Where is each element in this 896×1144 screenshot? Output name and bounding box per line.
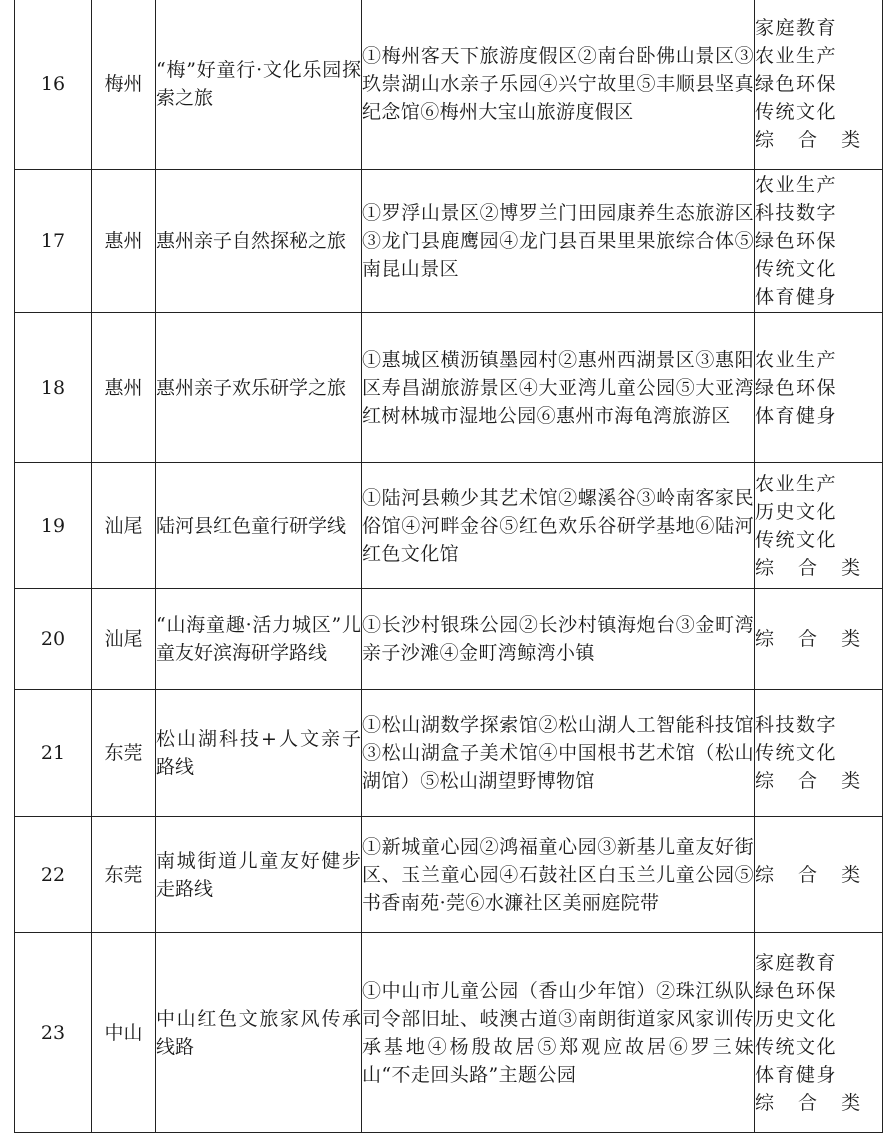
- city-cell: 惠州: [92, 170, 156, 313]
- category-label: 家庭教育: [755, 951, 838, 974]
- category-label: 农业生产: [755, 472, 838, 495]
- table-row: [15, 817, 883, 933]
- category-cell: [755, 690, 883, 817]
- category-label: 农业生产: [755, 174, 838, 196]
- city-cell: 汕尾: [92, 589, 156, 690]
- route-name: 陆河县红色童行研学线: [156, 514, 347, 537]
- spots-text: ①梅州客天下旅游度假区②南台卧佛山景区③玖崇湖山水亲子乐园④兴宁故里⑤丰顺县坚真纪念馆⑥梅州大宝山旅游度假区: [362, 45, 754, 123]
- route-name: 中山红色文旅家风传承线路: [156, 1007, 361, 1058]
- spots-cell: [362, 690, 755, 817]
- row-number: 16: [15, 0, 92, 170]
- route-name-cell: [156, 313, 362, 463]
- category-label: 历史文化: [755, 1007, 838, 1030]
- route-name-cell: [156, 589, 362, 690]
- row-number: 19: [15, 463, 92, 589]
- category-label: 传统文化: [755, 101, 838, 123]
- category-cell: [755, 463, 883, 589]
- table-row: [15, 170, 883, 313]
- category-label: 绿色环保: [755, 73, 838, 95]
- category-label: 传统文化: [755, 742, 838, 764]
- route-name: “梅”好童行·文化乐园探索之旅: [156, 59, 361, 109]
- category-label: 科技数字: [755, 202, 838, 224]
- spots-cell: [362, 933, 755, 1133]
- category-cell: [755, 933, 883, 1133]
- route-name-cell: [156, 463, 362, 589]
- spots-text: ①罗浮山景区②博罗兰门田园康养生态旅游区③龙门县鹿鹰园④龙门县百果里果旅综合体⑤南昆山景区: [362, 202, 754, 280]
- city-cell: 梅州: [92, 0, 156, 170]
- category-label: 科技数字: [755, 714, 838, 736]
- table-row: [15, 0, 883, 170]
- row-number: 23: [15, 933, 92, 1133]
- category-label: 综 合 类: [755, 1091, 870, 1114]
- category-label: 绿色环保: [755, 376, 838, 399]
- route-name-cell: [156, 170, 362, 313]
- category-cell: [755, 170, 883, 313]
- city-cell: 汕尾: [92, 463, 156, 589]
- category-label: 绿色环保: [755, 979, 838, 1002]
- category-cell: [755, 0, 883, 170]
- route-name-cell: [156, 690, 362, 817]
- table-row: [15, 313, 883, 463]
- category-label: 综 合 类: [755, 863, 870, 886]
- route-table: [14, 0, 883, 1133]
- table-row: [15, 589, 883, 690]
- route-name: 松山湖科技+人文亲子路线: [156, 728, 361, 778]
- row-number: 17: [15, 170, 92, 313]
- category-label: 传统文化: [755, 528, 838, 551]
- category-label: 农业生产: [755, 45, 838, 67]
- spots-cell: [362, 0, 755, 170]
- category-label: 体育健身: [755, 286, 838, 308]
- route-name: 惠州亲子欢乐研学之旅: [156, 376, 347, 399]
- row-number: 18: [15, 313, 92, 463]
- category-label: 综 合 类: [755, 770, 870, 792]
- category-label: 传统文化: [755, 258, 838, 280]
- spots-cell: [362, 313, 755, 463]
- spots-text: ①陆河县赖少其艺术馆②螺溪谷③岭南客家民俗馆④河畔金谷⑤红色欢乐谷研学基地⑥陆河红色文化馆: [362, 486, 754, 565]
- category-label: 绿色环保: [755, 230, 838, 252]
- route-name: 南城街道儿童友好健步走路线: [156, 849, 361, 900]
- category-cell: [755, 589, 883, 690]
- table-row: [15, 933, 883, 1133]
- spots-cell: [362, 463, 755, 589]
- row-number: 21: [15, 690, 92, 817]
- category-cell: [755, 817, 883, 933]
- route-name-cell: [156, 933, 362, 1133]
- route-name-cell: [156, 817, 362, 933]
- spots-text: ①松山湖数学探索馆②松山湖人工智能科技馆③松山湖盒子美术馆④中国根书艺术馆（松山湖馆）⑤松山湖望野博物馆: [362, 714, 754, 792]
- spots-text: ①惠城区横沥镇墨园村②惠州西湖景区③惠阳区寿昌湖旅游景区④大亚湾儿童公园⑤大亚湾红树林城市湿地公园⑥惠州市海龟湾旅游区: [362, 348, 754, 427]
- route-name-cell: [156, 0, 362, 170]
- city-cell: 东莞: [92, 817, 156, 933]
- spots-text: ①新城童心园②鸿福童心园③新基儿童友好街区、玉兰童心园④石鼓社区白玉兰儿童公园⑤书香南苑·莞⑥水濂社区美丽庭院带: [362, 835, 754, 914]
- category-cell: [755, 313, 883, 463]
- route-name: “山海童趣·活力城区”儿童友好滨海研学路线: [156, 614, 361, 664]
- city-cell: 惠州: [92, 313, 156, 463]
- category-label: 传统文化: [755, 1035, 838, 1058]
- spots-cell: [362, 589, 755, 690]
- row-number: 22: [15, 817, 92, 933]
- category-label: 综 合 类: [755, 556, 870, 579]
- category-label: 综 合 类: [755, 628, 870, 650]
- category-label: 农业生产: [755, 348, 838, 371]
- spots-text: ①中山市儿童公园（香山少年馆）②珠江纵队司令部旧址、岐澳古道③南朗街道家风家训传承基地④杨殷故居⑤郑观应故居⑥罗三妹山“不走回头路”主题公园: [362, 979, 754, 1086]
- spots-text: ①长沙村银珠公园②长沙村镇海炮台③金町湾亲子沙滩④金町湾鲸湾小镇: [362, 614, 754, 664]
- table-row: [15, 690, 883, 817]
- category-label: 历史文化: [755, 500, 838, 523]
- row-number: 20: [15, 589, 92, 690]
- category-label: 综 合 类: [755, 129, 870, 151]
- spots-cell: [362, 817, 755, 933]
- city-cell: 东莞: [92, 690, 156, 817]
- category-label: 体育健身: [755, 404, 838, 427]
- category-label: 体育健身: [755, 1063, 838, 1086]
- spots-cell: [362, 170, 755, 313]
- route-name: 惠州亲子自然探秘之旅: [156, 230, 347, 252]
- city-cell: 中山: [92, 933, 156, 1133]
- table-row: [15, 463, 883, 589]
- category-label: 家庭教育: [755, 17, 838, 39]
